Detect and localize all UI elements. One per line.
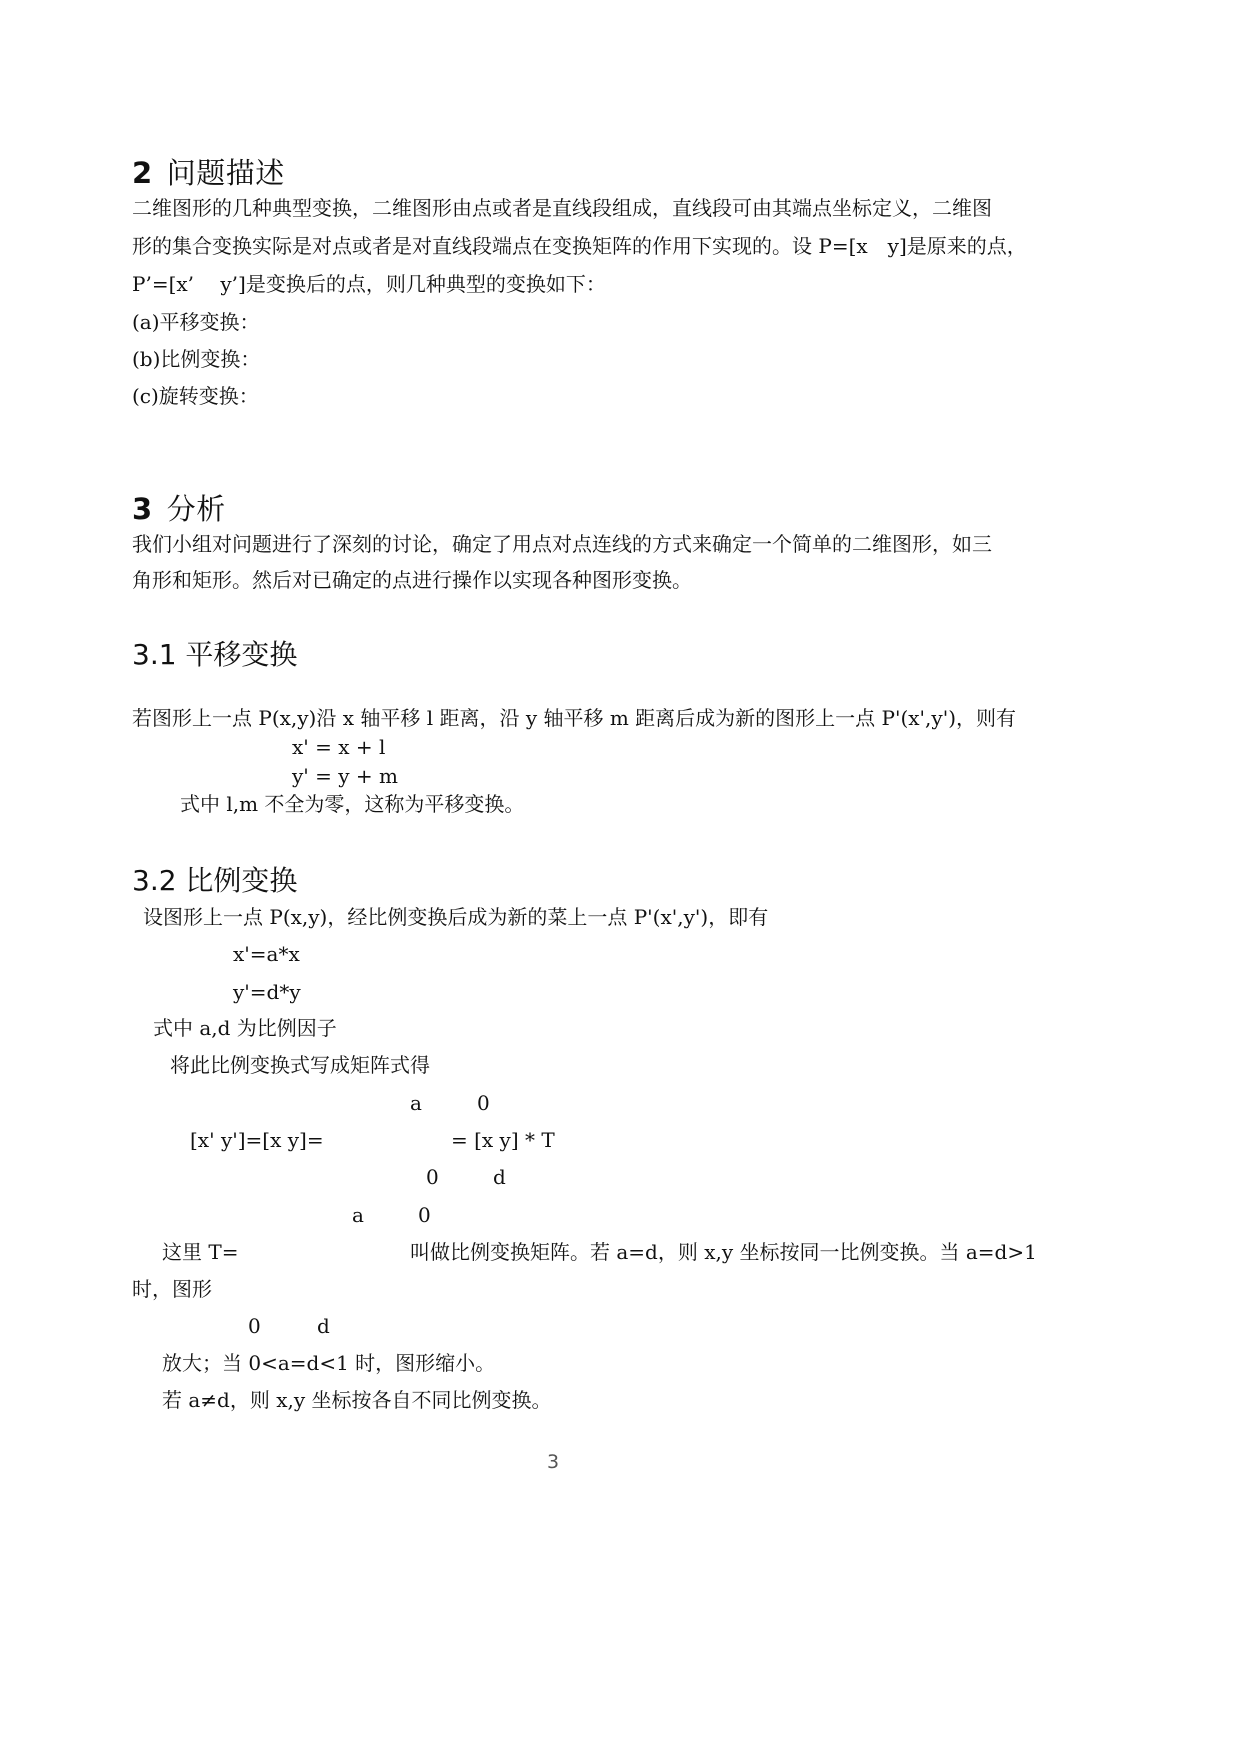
matrix-1-lhs: [x' y']=[x y]= [190, 1128, 324, 1152]
section-3-title: 分析 [166, 492, 226, 526]
section-3-2-heading: 3.2 比例变换 [132, 864, 298, 897]
section-3-2-factor-note: 式中 a,d 为比例因子 [153, 1016, 337, 1040]
section-3-heading [132, 487, 226, 528]
matrix-2-text: 叫做比例变换矩阵。若 a=d，则 x,y 坐标按同一比例变换。当 a=d>1 [410, 1240, 1037, 1264]
matrix-1-d: d [493, 1165, 506, 1189]
section-2-title: 问题描述 [166, 156, 285, 190]
matrix-2-lhs: 这里 T= [162, 1240, 239, 1264]
matrix-2-d: d [317, 1314, 330, 1338]
section-3-2-neq: 若 a≠d，则 x,y 坐标按各自不同比例变换。 [162, 1388, 552, 1412]
section-2-para-line-2: 形的集合变换实际是对点或者是对直线段端点在变换矩阵的作用下实现的。设 P=[x y]是原来的点， [132, 234, 1027, 258]
matrix-1-zero-bottom: 0 [426, 1165, 439, 1189]
section-3-1-note: 式中 l,m 不全为零，这称为平移变换。 [180, 792, 525, 816]
section-2-heading [132, 151, 285, 192]
matrix-2-wrap: 时，图形 [132, 1277, 212, 1301]
section-2-para-line-3: P’=[x’ y’]是变换后的点，则几种典型的变换如下： [132, 272, 606, 296]
section-3-2-matrix-intro: 将此比例变换式写成矩阵式得 [170, 1053, 430, 1077]
section-3-2-eq-2: y'=d*y [233, 980, 301, 1004]
section-3-1-eq-1: x' = x + l [292, 735, 386, 759]
section-3-number: 3 [132, 492, 153, 526]
matrix-1-a: a [410, 1091, 422, 1115]
section-3-2-enlarge: 放大；当 0<a=d<1 时，图形缩小。 [162, 1351, 496, 1375]
matrix-1-rhs: = [x y] * T [451, 1128, 555, 1152]
section-3-1-eq-2: y' = y + m [292, 764, 399, 788]
section-2-item-b: (b)比例变换： [132, 347, 261, 371]
matrix-2-zero-top: 0 [418, 1203, 431, 1227]
section-2-number: 2 [132, 156, 153, 190]
page-number: 3 [547, 1451, 560, 1473]
matrix-2-zero-bottom: 0 [248, 1314, 261, 1338]
section-3-para-line-1: 我们小组对问题进行了深刻的讨论，确定了用点对点连线的方式来确定一个简单的二维图形，如三 [132, 532, 992, 556]
section-2-item-a: (a)平移变换： [132, 310, 260, 334]
section-2-para-line-1: 二维图形的几种典型变换，二维图形由点或者是直线段组成，直线段可由其端点坐标定义，二维图 [132, 196, 992, 220]
section-3-1-heading: 3.1 平移变换 [132, 638, 298, 671]
matrix-1-zero-top: 0 [477, 1091, 490, 1115]
section-3-1-para: 若图形上一点 P(x,y)沿 x 轴平移 l 距离，沿 y 轴平移 m 距离后成为新的图形上一点 P'(x',y')，则有 [132, 706, 1017, 730]
section-3-2-para: 设图形上一点 P(x,y)，经比例变换后成为新的菜上一点 P'(x',y')，即有 [143, 905, 769, 929]
section-2-item-c: (c)旋转变换： [132, 384, 259, 408]
section-3-2-eq-1: x'=a*x [233, 942, 300, 966]
section-3-para-line-2: 角形和矩形。然后对已确定的点进行操作以实现各种图形变换。 [132, 568, 692, 592]
matrix-2-a: a [352, 1203, 364, 1227]
